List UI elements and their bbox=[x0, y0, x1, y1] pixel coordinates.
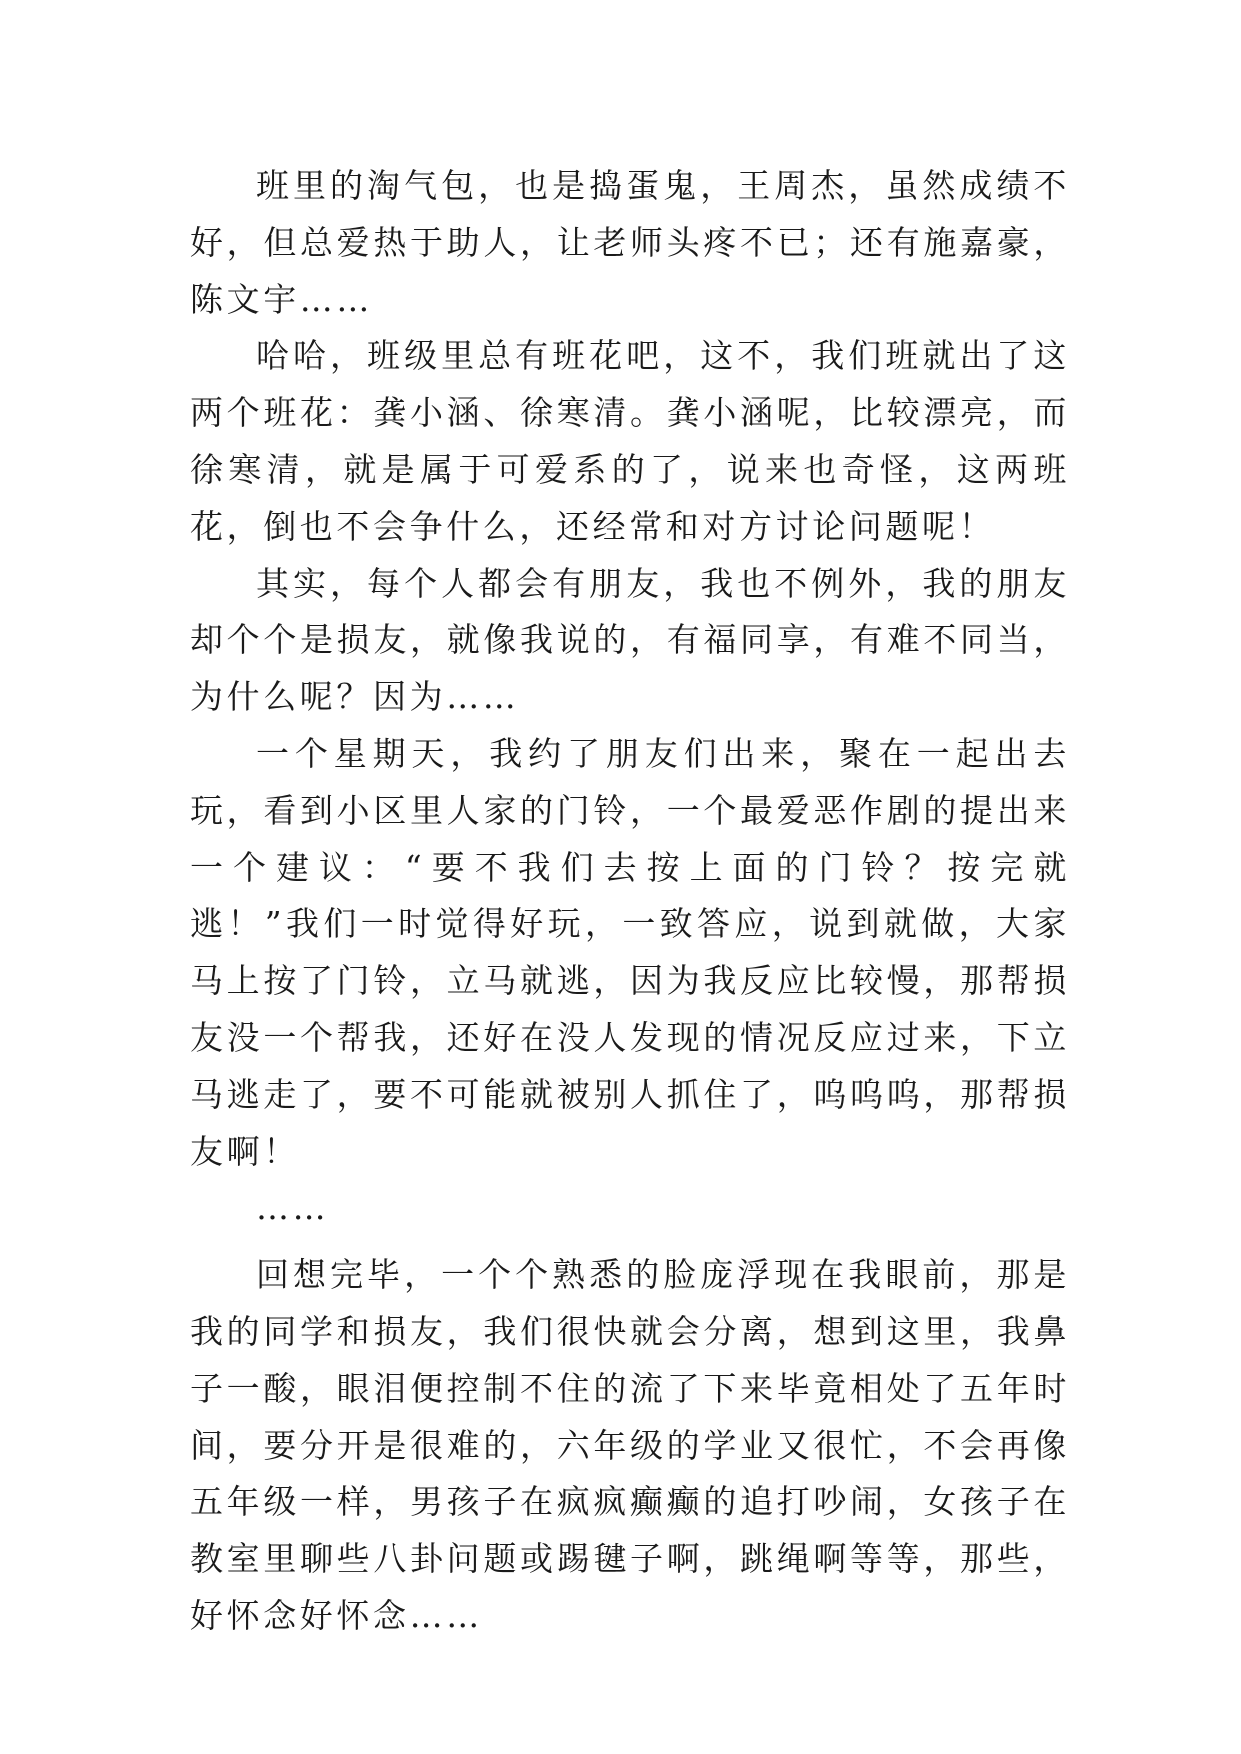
paragraph-class-beauties: 哈哈，班级里总有班花吧，这不，我们班就出了这两个班花：龚小涵、徐寒清。龚小涵呢，比较漂亮，而徐寒清，就是属于可爱系的了，说来也奇怪，这两班花，倒也不会争什么，还经常和对方讨论问题呢！ bbox=[190, 336, 1070, 546]
paragraph-reflection: 回想完毕，一个个熟悉的脸庞浮现在我眼前，那是我的同学和损友，我们很快就会分离，想到这里，我鼻子一酸，眼泪便控制不住的流了下来毕竟相处了五年时间，要分开是很难的，六年级的学业又很忙，不会再像五年级一样，男孩子在疯疯癫癫的追打吵闹，女孩子在教室里聊些八卦问题或踢毽子啊，跳绳啊等等，那些，好怀念好怀念…… bbox=[190, 1255, 1070, 1635]
document-body bbox=[190, 158, 1070, 1645]
paragraph-doorbell-story: 一个星期天，我约了朋友们出来，聚在一起出去玩，看到小区里人家的门铃，一个最爱恶作剧的提出来一个建议：“要不我们去按上面的门铃？按完就逃！”我们一时觉得好玩，一致答应，说到就做，大家马上按了门铃，立马就逃，因为我反应比较慢，那帮损友没一个帮我，还好在没人发现的情况反应过来，下立马逃走了，要不可能就被别人抓住了，呜呜呜，那帮损友啊！ bbox=[190, 733, 1070, 1171]
paragraph-ellipsis: …… bbox=[256, 1188, 330, 1228]
paragraph-friends: 其实，每个人都会有朋友，我也不例外，我的朋友却个个是损友，就像我说的，有福同享，有难不同当，为什么呢？因为…… bbox=[190, 563, 1070, 717]
paragraph-classmates: 班里的淘气包，也是捣蛋鬼，王周杰，虽然成绩不好，但总爱热于助人，让老师头疼不已；还有施嘉豪，陈文宇…… bbox=[190, 166, 1070, 319]
